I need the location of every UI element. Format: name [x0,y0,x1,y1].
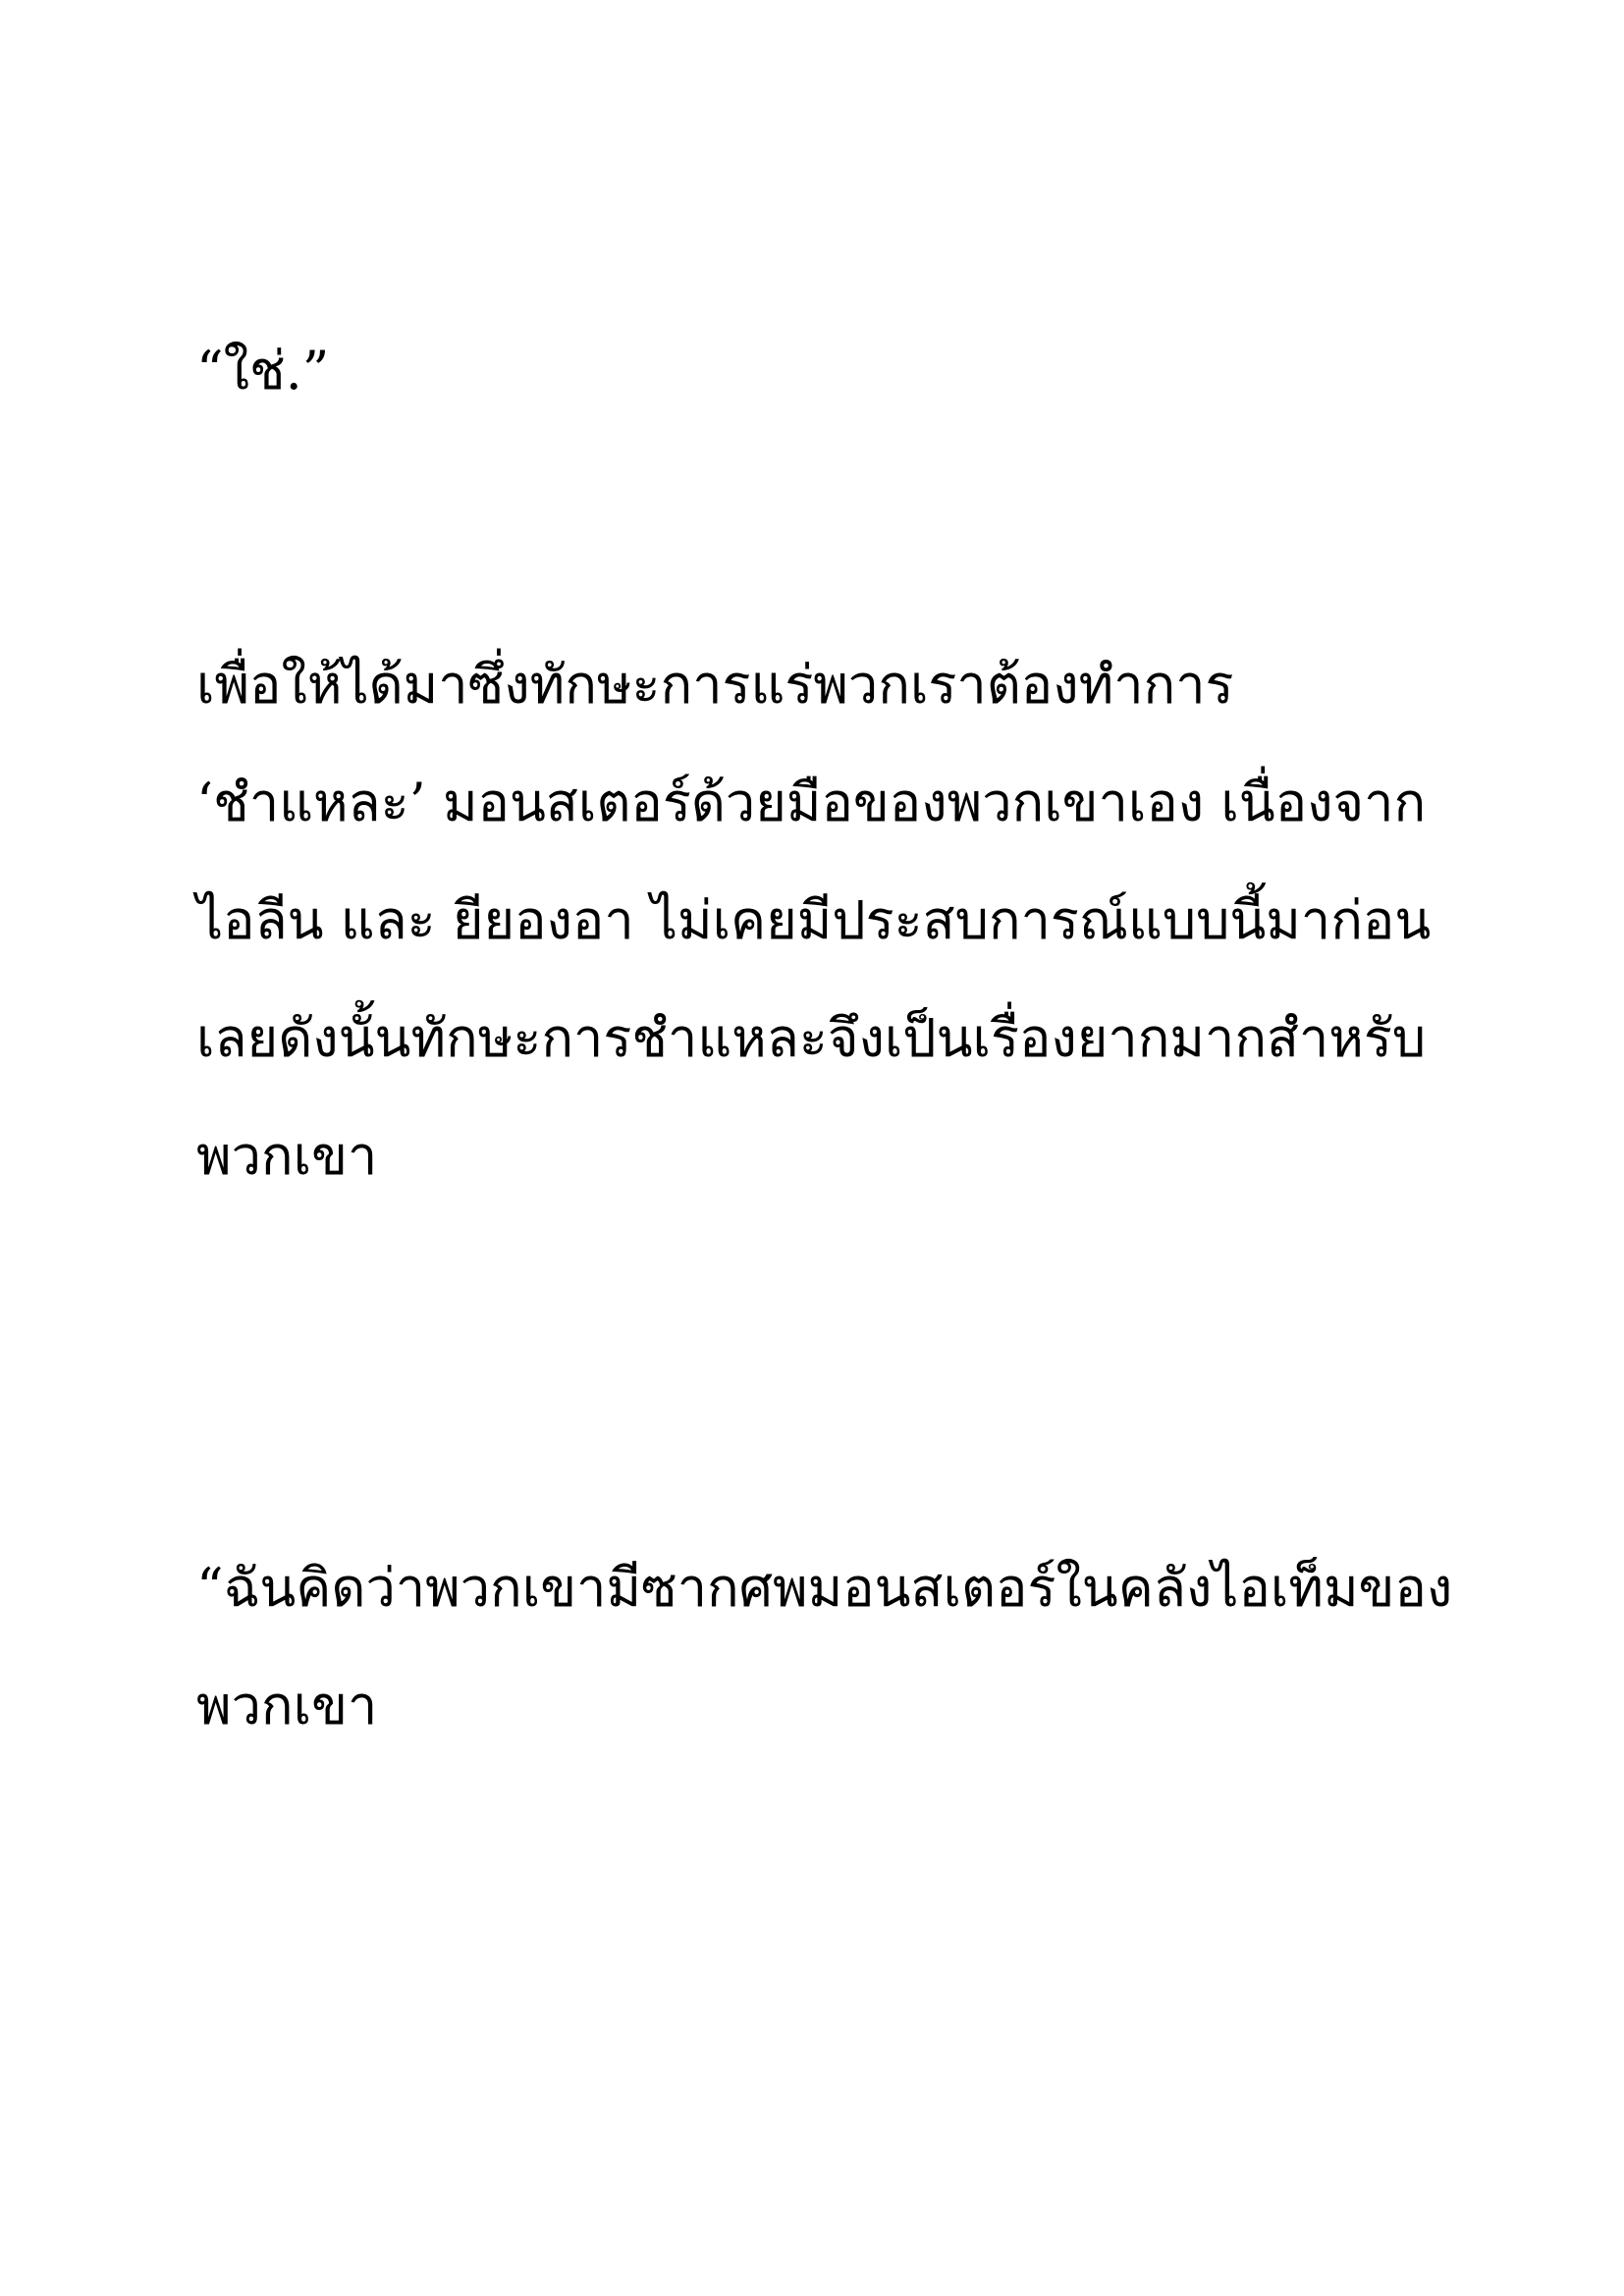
narration-line: ไอลีน และ ยียองอา ไม่เคยมีประสบการณ์แบบนี้มาก่อน [196,889,1432,951]
narration-line: พวกเขา [196,1125,378,1187]
dialogue-line: “ใช่.” [196,340,330,401]
dialogue-line: พวกเขา [196,1675,378,1736]
narration-line: เลยดังนั้นทักษะการชำแหละจึงเป็นเรื่องยากมากสำหรับ [196,1007,1427,1069]
narration-line: ‘ชำแหละ’ มอนสเตอร์ด้วยมือของพวกเขาเอง เนื่องจาก [196,772,1427,833]
dialogue-line: “ฉันคิดว่าพวกเขามีซากศพมอนสเตอร์ในคลังไอเท็มของ [196,1557,1453,1619]
narration-line: เพื่อให้ได้มาซึ่งทักษะการแร่พวกเราต้องทำการ [196,654,1234,716]
